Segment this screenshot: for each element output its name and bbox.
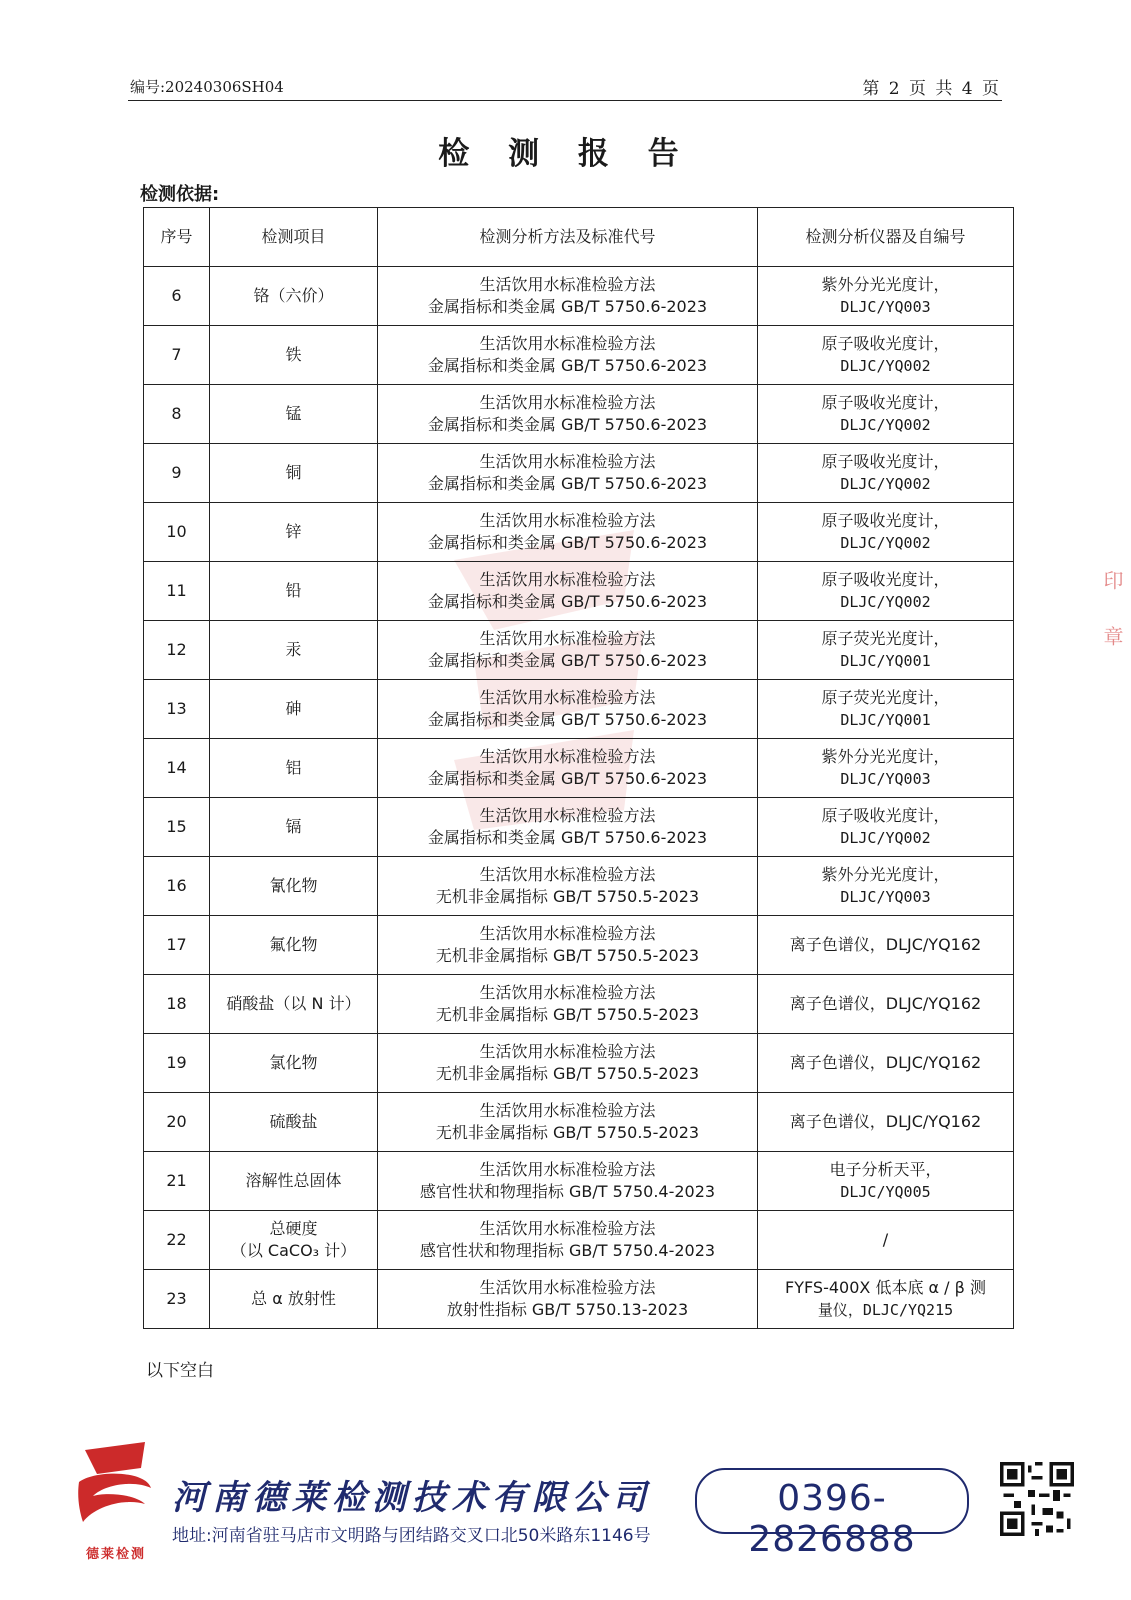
row-number: 16 (166, 876, 187, 895)
table-header-row (144, 208, 1014, 267)
instrument-line-1: 离子色谱仪，DLJC/YQ162 (789, 994, 982, 1013)
table-row (144, 326, 1014, 385)
cell-method (378, 1034, 758, 1093)
table-row (144, 739, 1014, 798)
cell-method (378, 857, 758, 916)
company-name: 河南德莱检测技术有限公司 (172, 1478, 652, 1518)
blank-note: 以下空白 (146, 1361, 214, 1381)
instrument-line-2: DLJC/YQ002 (840, 593, 931, 611)
item-name: 氰化物 (269, 876, 318, 895)
instrument-line-1: 原子吸收光度计， (821, 334, 950, 353)
cell-instrument (758, 621, 1014, 680)
item-name: 锰 (285, 404, 302, 423)
cell-no (144, 621, 210, 680)
cell-no (144, 385, 210, 444)
header-divider (128, 100, 1002, 101)
cell-instrument (758, 798, 1014, 857)
cell-no (144, 1270, 210, 1329)
cell-method (378, 444, 758, 503)
method-line-2: 无机非金属指标 GB/T 5750.5-2023 (435, 1123, 700, 1142)
item-name: 砷 (285, 699, 302, 718)
cell-item (210, 385, 378, 444)
row-number: 11 (166, 581, 187, 600)
cell-item (210, 562, 378, 621)
method-line-2: 金属指标和类金属 GB/T 5750.6-2023 (427, 356, 708, 375)
cell-item (210, 975, 378, 1034)
instrument-line-1: 紫外分光光度计， (821, 275, 950, 294)
cell-instrument (758, 503, 1014, 562)
col-header-method: 检测分析方法及标准代号 (378, 208, 758, 267)
cell-method (378, 1152, 758, 1211)
cell-method (378, 1270, 758, 1329)
cell-item (210, 1093, 378, 1152)
method-line-2: 感官性状和物理指标 GB/T 5750.4-2023 (419, 1182, 716, 1201)
side-stamp-icon: 印章 (1100, 570, 1124, 682)
method-line-2: 金属指标和类金属 GB/T 5750.6-2023 (427, 592, 708, 611)
cell-no (144, 444, 210, 503)
instrument-line-2: DLJC/YQ001 (840, 711, 931, 729)
cell-instrument (758, 1270, 1014, 1329)
item-name: 硫酸盐 (269, 1112, 318, 1131)
method-line-2: 金属指标和类金属 GB/T 5750.6-2023 (427, 533, 708, 552)
instrument-line-1: 紫外分光光度计， (821, 747, 950, 766)
row-number: 14 (166, 758, 187, 777)
cell-no (144, 1152, 210, 1211)
method-line-2: 金属指标和类金属 GB/T 5750.6-2023 (427, 828, 708, 847)
cell-method (378, 975, 758, 1034)
instrument-line-1: 原子吸收光度计， (821, 452, 950, 471)
item-name: 总硬度 (269, 1219, 318, 1238)
report-number: 编号:20240306SH04 (130, 78, 284, 96)
row-number: 19 (166, 1053, 187, 1072)
table-row (144, 562, 1014, 621)
instrument-line-2: DLJC/YQ002 (840, 534, 931, 552)
table-row (144, 621, 1014, 680)
method-line-1: 生活饮用水标准检验方法 (479, 629, 656, 648)
method-line-1: 生活饮用水标准检验方法 (479, 1101, 656, 1120)
basis-label: 检测依据: (140, 184, 220, 205)
table-row (144, 385, 1014, 444)
cell-item (210, 798, 378, 857)
cell-item (210, 1211, 378, 1270)
row-number: 20 (166, 1112, 187, 1131)
cell-instrument (758, 562, 1014, 621)
table-row (144, 267, 1014, 326)
row-number: 21 (166, 1171, 187, 1190)
method-line-1: 生活饮用水标准检验方法 (479, 806, 656, 825)
cell-item (210, 1270, 378, 1329)
col-header-item: 检测项目 (210, 208, 378, 267)
item-name: 铜 (285, 463, 302, 482)
method-line-1: 生活饮用水标准检验方法 (479, 747, 656, 766)
method-line-1: 生活饮用水标准检验方法 (479, 865, 656, 884)
instrument-line-2: DLJC/YQ003 (840, 770, 931, 788)
cell-no (144, 857, 210, 916)
row-number: 6 (171, 286, 182, 305)
method-line-1: 生活饮用水标准检验方法 (479, 570, 656, 589)
method-line-1: 生活饮用水标准检验方法 (479, 924, 656, 943)
cell-item (210, 621, 378, 680)
instrument-line-2: DLJC/YQ001 (840, 652, 931, 670)
method-line-2: 金属指标和类金属 GB/T 5750.6-2023 (427, 415, 708, 434)
phone-badge (695, 1468, 969, 1560)
cell-method (378, 503, 758, 562)
method-line-2: 金属指标和类金属 GB/T 5750.6-2023 (427, 710, 708, 729)
table-row (144, 680, 1014, 739)
cell-no (144, 1034, 210, 1093)
cell-item (210, 267, 378, 326)
cell-item (210, 1034, 378, 1093)
item-name: 溶解性总固体 (245, 1171, 342, 1190)
col-header-no: 序号 (144, 208, 210, 267)
method-line-2: 感官性状和物理指标 GB/T 5750.4-2023 (419, 1241, 716, 1260)
row-number: 17 (166, 935, 187, 954)
method-line-2: 金属指标和类金属 GB/T 5750.6-2023 (427, 769, 708, 788)
cell-instrument (758, 916, 1014, 975)
item-name: 镉 (285, 817, 302, 836)
cell-instrument (758, 739, 1014, 798)
item-name: 铅 (285, 581, 302, 600)
cell-item (210, 326, 378, 385)
instrument-line-1: 原子吸收光度计， (821, 393, 950, 412)
method-line-1: 生活饮用水标准检验方法 (479, 688, 656, 707)
table-row (144, 857, 1014, 916)
instrument-line-2: DLJC/YQ002 (840, 416, 931, 434)
instrument-line-1: 离子色谱仪，DLJC/YQ162 (789, 1053, 982, 1072)
table-row (144, 1211, 1014, 1270)
item-name: 氟化物 (269, 935, 318, 954)
instrument-line-2: 量仪，DLJC/YQ215 (817, 1301, 954, 1319)
cell-item (210, 503, 378, 562)
cell-no (144, 1211, 210, 1270)
cell-method (378, 916, 758, 975)
company-address: 地址:河南省驻马店市文明路与团结路交叉口北50米路东1146号 (172, 1526, 651, 1546)
cell-item (210, 444, 378, 503)
instrument-line-1: 离子色谱仪，DLJC/YQ162 (789, 935, 982, 954)
row-number: 8 (171, 404, 182, 423)
instrument-line-1: FYFS-400X 低本底 α / β 测 (785, 1278, 986, 1297)
logo-caption: 德莱检测 (85, 1547, 146, 1562)
method-line-2: 金属指标和类金属 GB/T 5750.6-2023 (427, 474, 708, 493)
row-number: 7 (171, 345, 182, 364)
item-name: 铁 (285, 345, 302, 364)
item-name: 汞 (285, 640, 302, 659)
table-row (144, 503, 1014, 562)
cell-instrument (758, 385, 1014, 444)
cell-no (144, 680, 210, 739)
cell-instrument (758, 444, 1014, 503)
method-line-1: 生活饮用水标准检验方法 (479, 511, 656, 530)
row-number: 22 (166, 1230, 187, 1249)
method-line-1: 生活饮用水标准检验方法 (479, 1278, 656, 1297)
cell-instrument (758, 1152, 1014, 1211)
cell-no (144, 267, 210, 326)
cell-instrument (758, 1211, 1014, 1270)
instrument-line-1: 原子吸收光度计， (821, 511, 950, 530)
item-name-note: （以 CaCO₃ 计） (230, 1241, 357, 1260)
row-number: 10 (166, 522, 187, 541)
cell-item (210, 680, 378, 739)
method-line-2: 金属指标和类金属 GB/T 5750.6-2023 (427, 297, 708, 316)
cell-method (378, 562, 758, 621)
cell-method (378, 680, 758, 739)
method-line-2: 无机非金属指标 GB/T 5750.5-2023 (435, 1064, 700, 1083)
instrument-line-1: 原子吸收光度计， (821, 570, 950, 589)
row-number: 15 (166, 817, 187, 836)
item-name: 氯化物 (269, 1053, 318, 1072)
cell-instrument (758, 975, 1014, 1034)
cell-instrument (758, 680, 1014, 739)
cell-item (210, 916, 378, 975)
method-line-1: 生活饮用水标准检验方法 (479, 1042, 656, 1061)
table-row (144, 1270, 1014, 1329)
page-title: 检 测 报 告 (438, 136, 693, 172)
table-row (144, 916, 1014, 975)
cell-item (210, 1152, 378, 1211)
cell-instrument (758, 1034, 1014, 1093)
company-logo-icon (75, 1440, 155, 1535)
instrument-line-2: DLJC/YQ002 (840, 475, 931, 493)
item-name: 锌 (285, 522, 302, 541)
cell-no (144, 1093, 210, 1152)
instrument-line-1: 原子荧光光度计， (821, 629, 950, 648)
instrument-line-1: / (882, 1230, 889, 1249)
item-name: 总 α 放射性 (251, 1289, 336, 1308)
instrument-line-2: DLJC/YQ003 (840, 888, 931, 906)
row-number: 12 (166, 640, 187, 659)
cell-method (378, 739, 758, 798)
cell-method (378, 267, 758, 326)
row-number: 9 (171, 463, 182, 482)
table-row (144, 1152, 1014, 1211)
method-line-2: 无机非金属指标 GB/T 5750.5-2023 (435, 1005, 700, 1024)
basis-table (143, 207, 1014, 1329)
table-row (144, 798, 1014, 857)
row-number: 23 (166, 1289, 187, 1308)
cell-no (144, 916, 210, 975)
cell-no (144, 503, 210, 562)
method-line-1: 生活饮用水标准检验方法 (479, 1219, 656, 1238)
method-line-2: 无机非金属指标 GB/T 5750.5-2023 (435, 887, 700, 906)
instrument-line-2: DLJC/YQ003 (840, 298, 931, 316)
method-line-1: 生活饮用水标准检验方法 (479, 393, 656, 412)
cell-instrument (758, 326, 1014, 385)
cell-instrument (758, 267, 1014, 326)
cell-no (144, 798, 210, 857)
table-row (144, 444, 1014, 503)
method-line-2: 无机非金属指标 GB/T 5750.5-2023 (435, 946, 700, 965)
instrument-line-1: 离子色谱仪，DLJC/YQ162 (789, 1112, 982, 1131)
cell-item (210, 857, 378, 916)
item-name: 硝酸盐（以 N 计） (226, 994, 361, 1013)
method-line-2: 放射性指标 GB/T 5750.13-2023 (446, 1300, 689, 1319)
cell-method (378, 621, 758, 680)
item-name: 铬（六价） (253, 286, 334, 305)
cell-method (378, 326, 758, 385)
cell-no (144, 562, 210, 621)
cell-no (144, 739, 210, 798)
method-line-1: 生活饮用水标准检验方法 (479, 275, 656, 294)
instrument-line-1: 电子分析天平， (829, 1160, 942, 1179)
phone-number: 0396-2826888 (748, 1478, 916, 1560)
row-number: 18 (166, 994, 187, 1013)
method-line-2: 金属指标和类金属 GB/T 5750.6-2023 (427, 651, 708, 670)
cell-instrument (758, 1093, 1014, 1152)
col-header-instrument: 检测分析仪器及自编号 (758, 208, 1014, 267)
qr-code-icon (1000, 1462, 1074, 1536)
method-line-1: 生活饮用水标准检验方法 (479, 1160, 656, 1179)
cell-method (378, 798, 758, 857)
table-row (144, 1034, 1014, 1093)
cell-method (378, 1211, 758, 1270)
instrument-line-1: 原子吸收光度计， (821, 806, 950, 825)
cell-no (144, 975, 210, 1034)
table-row (144, 975, 1014, 1034)
table-row (144, 1093, 1014, 1152)
instrument-line-1: 原子荧光光度计， (821, 688, 950, 707)
method-line-1: 生活饮用水标准检验方法 (479, 983, 656, 1002)
method-line-1: 生活饮用水标准检验方法 (479, 452, 656, 471)
page-indicator: 第 2 页 共 4 页 (862, 79, 1001, 99)
instrument-line-1: 紫外分光光度计， (821, 865, 950, 884)
item-name: 铝 (285, 758, 302, 777)
cell-instrument (758, 857, 1014, 916)
cell-method (378, 1093, 758, 1152)
instrument-line-2: DLJC/YQ002 (840, 829, 931, 847)
company-footer (0, 1440, 1131, 1570)
cell-item (210, 739, 378, 798)
row-number: 13 (166, 699, 187, 718)
cell-method (378, 385, 758, 444)
instrument-line-2: DLJC/YQ002 (840, 357, 931, 375)
instrument-line-2: DLJC/YQ005 (840, 1183, 931, 1201)
method-line-1: 生活饮用水标准检验方法 (479, 334, 656, 353)
cell-no (144, 326, 210, 385)
